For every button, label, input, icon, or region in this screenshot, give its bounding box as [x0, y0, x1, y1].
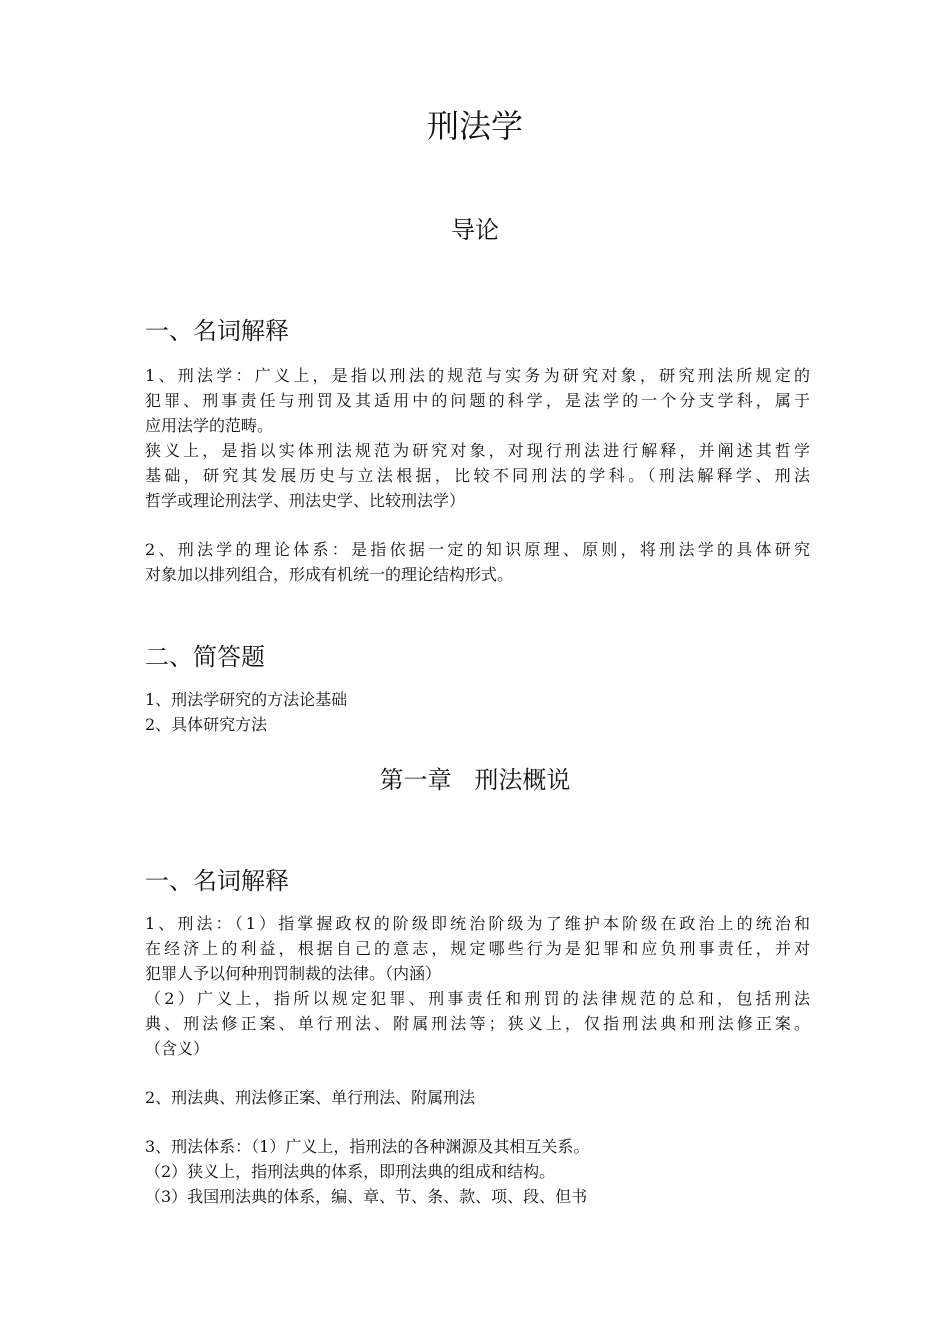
chapter1-term-1	[145, 911, 810, 1061]
text-line: 3、刑法体系：（1）广义上，指刑法的各种渊源及其相互关系。	[145, 1137, 590, 1156]
text-line: 2、刑法典、刑法修正案、单行刑法、附属刑法	[145, 1088, 476, 1107]
text-line: 1、刑法：（1）指掌握政权的阶级即统治阶级为了维护本阶级在政治上的统治和	[145, 914, 810, 933]
text-line: （2）广义上，指所以规定犯罪、刑事责任和刑罚的法律规范的总和，包括刑法	[145, 989, 810, 1008]
chapter1-heading: 第一章 刑法概说	[379, 766, 571, 794]
intro-question-list	[145, 687, 810, 737]
text-line: （2）狭义上，指刑法典的体系，即刑法典的组成和结构。	[145, 1162, 556, 1181]
chapter1-term-2	[145, 1085, 810, 1110]
text-line: 1、刑法学：广义上，是指以刑法的规范与实务为研究对象，研究刑法所规定的	[145, 366, 810, 385]
text-line: 典、刑法修正案、单行刑法、附属刑法等；狭义上，仅指刑法典和刑法修正案。	[145, 1014, 810, 1033]
list-item: 1、刑法学研究的方法论基础	[145, 690, 348, 709]
text-line: （含义）	[145, 1039, 210, 1058]
chapter1-term-3	[145, 1134, 810, 1209]
intro-section2-heading: 二、简答题	[145, 643, 265, 671]
intro-term-1	[145, 363, 810, 513]
text-line: 在经济上的利益，根据自己的意志，规定哪些行为是犯罪和应负刑事责任，并对	[145, 939, 810, 958]
document-title: 刑法学	[426, 107, 523, 145]
text-line: 犯罪人予以何种刑罚制裁的法律。（内涵）	[145, 964, 442, 983]
text-line: 基础，研究其发展历史与立法根据，比较不同刑法的学科。（刑法解释学、刑法	[145, 466, 810, 485]
text-line: 狭义上，是指以实体刑法规范为研究对象，对现行刑法进行解释，并阐述其哲学	[145, 441, 810, 460]
text-line: 犯罪、刑事责任与刑罚及其适用中的问题的科学，是法学的一个分支学科，属于	[145, 391, 810, 410]
intro-term-2	[145, 537, 810, 587]
text-line: 2、刑法学的理论体系：是指依据一定的知识原理、原则，将刑法学的具体研究	[145, 540, 810, 559]
intro-heading: 导论	[451, 216, 499, 244]
text-line: （3）我国刑法典的体系，编、章、节、条、款、项、段、但书	[145, 1187, 588, 1206]
text-line: 对象加以排列组合，形成有机统一的理论结构形式。	[145, 565, 514, 584]
text-line: 应用法学的范畴。	[145, 416, 274, 435]
text-line: 哲学或理论刑法学、刑法史学、比较刑法学）	[145, 491, 466, 510]
chapter1-section1-heading: 一、名词解释	[145, 867, 289, 895]
list-item: 2、具体研究方法	[145, 715, 268, 734]
intro-section1-heading: 一、名词解释	[145, 317, 289, 345]
